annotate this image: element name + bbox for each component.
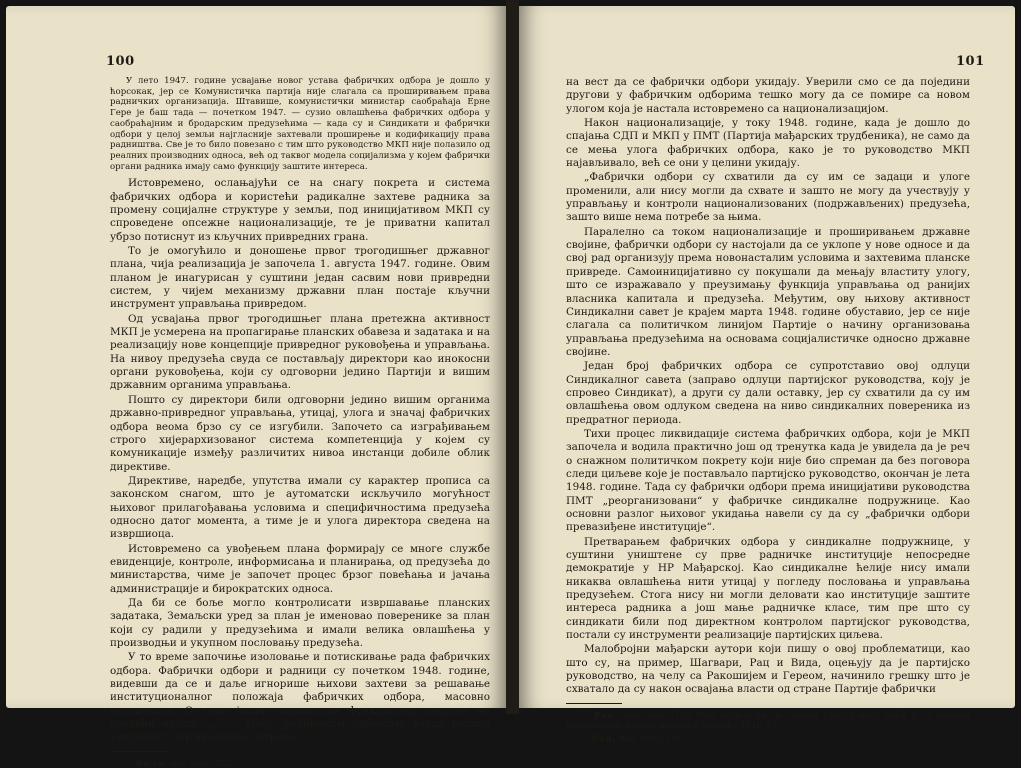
footnote-rule (110, 751, 166, 752)
page-number: 100 (106, 54, 135, 69)
footnote-author: Рац, (593, 709, 619, 720)
body-paragraph: Тихи процес ликвидације система фабричких одбора, који је МКП започела и водила практично још од тренутка када је увидела да је реч о снажном политичком покрету који није био спреман да без поговора следи циљеве које је постављало партијско руководство, окончан је лета 1948. године. Тада су фабрички одбори према иницијативи руководства ПМТ „реорганизовани“ у фабричке синдикалне подружнице. Као основни разлог њиховог укидања навели су да су „фабрички одбори превазиђене институције“. (566, 427, 970, 534)
footnote (566, 730, 970, 743)
body-paragraph: У то време започиње изоловање и потискивање рада фабричких одбора. Фабрички одбори и радници су почетком 1948. године, видевши да се и даље игнорише њихови захтеви за решавање институционалног положаја фабричких одбора, масовно негодовали. О томе један синдикални функционер сведочи на следећи начин: „. . . Међу фабричким одборима влада велика узрујаност, јер провејава погреш- (110, 651, 490, 744)
intro-small-paragraph: У лето 1947. године усвајање новог устава фабричких одбора је дошло у ћорсокак, јер се Комунистичка партија није слагала са проширивањем права радничких организација. Штавише, комунистички министар саобраћаја Ерне Гере је баш тада — почетком 1947. — сузио овлашћења фабричких одбора у саобраћајним и бродарским предузећима — када су и Синдикати и фабрички одбори у целој земљи најгласније захтевали проширење и кодификацију права радништва. Све је то било повезано с тим што руководство МКП није полазило од реалних производних односа, већ од таквог модела социјализма у којем фабрички органи радника имају само функцију заштите интереса. (110, 76, 490, 172)
footnote-author: Вида, (135, 757, 168, 768)
footnote-reference: нав. дело, 722. (170, 757, 236, 768)
body-paragraph: То је омогућило и доношење првог трогодишњег државног плана, чија реализација је започела 1. августа 1947. године. Овим планом је инагурисан у суштини један сасвим нови привредни систем, у чијем механизму државни план постаје кључни инструмент управљања привредом. (110, 245, 490, 311)
footnote-number: 21 (124, 755, 133, 764)
quote-paragraph: „Фабрички одбори су схватили да су им се задаци и улоге променили, али нису могли да схвате и зашто не могу да учествују у управљању и контроли национализованих (подржављених) предузећа, зашто више нема потребе за њима. (566, 171, 970, 224)
body-paragraph: Директиве, наредбе, упутства имали су карактер прописа са законском снагом, што је аутоматски искључило могућност њиховог прилагођавања условима и специфичностима предузећа односно датог момента, а тиме је и улога директора сведена на извршиоца. (110, 474, 490, 541)
body-paragraph: Пошто су директори били одговорни једино вишим органима државно-привредног управљања, утицај, улога и значај фабричких одбора веома брзо су се изгубили. Започето са изграђивањем строго хијерархизованог система компетенција у којем су комуникације између различитих нивоа инстанци добиле облик директиве. (110, 393, 490, 473)
footnote-reference: нав. дело, 126. (619, 733, 685, 744)
footnote-number: 22 (580, 707, 589, 716)
body-paragraph: Истовремено са увођењем плана формирају се многе службе евиденције, контроле, информисања и планирања, од предузећа до министарства, чиме је започет процес брзог повећања и јачања администрације и бирократских односа. (110, 542, 490, 595)
body-paragraph: Малобројни мађарски аутори који пишу о овој проблематици, као што су, на пример, Шагвари, Рац и Вида, оцењују да је партијско руководство, на челу са Ракошијем и Гереом, начинило грешку што је схватало да су након освајања власти од стране Партије фабрички (566, 643, 970, 696)
right-page (519, 6, 1015, 744)
body-paragraph: на вест да се фабрички одбори укидају. Уверили смо се да поједини другови у фабричким одборима тешко могу да се помире са новом улогом која је настала истовремено са национализацијом. (566, 76, 970, 115)
body-paragraph: Истовремено, ослањајући се на снагу покрета и система фабричких одбора и користећи радикалне захтеве радника за промену социјалне структуре у земљи, под иницијативом МКП су спроведене опсежне национализације, те је приватни капитал убрзо потиснут из кључних привредних грана. (110, 177, 490, 243)
text-column (566, 76, 970, 744)
body-paragraph: Од усвајања првог трогодишњег плана претежна активност МКП је усмерена на пропагирање планских обавеза и задатака и на реализацију нове концепције привредног руковођења и управљања. На нивоу предузећа свуда се постављају директори као инокосни органи руковођења, који су одговорни једино Партији и вишим државним органима управљања. (110, 312, 490, 392)
text-column (110, 76, 490, 768)
footnote (110, 755, 490, 768)
body-paragraph: Паралелно са током национализације и проширивањем државне своjине, фабрички одбори су настојали да се уклопе у нове односе и да свој рад организују према новонасталим условима и захтевима планске привреде. Самоиницијативно су покушали да мењају властиту улогу, што се изражавало у преузимању функција управљања од ранијих власника капитала и предузећа. Међутим, ову њихову активност Синдикални савет је крајем марта 1948. године обуставио, јер се није слагала са политичком линијом Партије о начину организовања управљања предузећима на основама социјалистичке односно државне својине. (566, 225, 970, 358)
page-number: 101 (956, 54, 985, 69)
footnote-number: 23 (580, 731, 589, 740)
book-gutter (506, 0, 519, 714)
body-paragraph: Након национализације, у току 1948. године, када је дошло до спајања СДП и МКП у ПМТ (Партија мађарских трудбеника), не само да се мења улога фабричких одбора, како је то руководство МКП најављивало, већ се они у целини укидају. (566, 117, 970, 170)
footnote-reference: нав. дело, 126 (Рац истиче да се слични утисци могу наћи и „у многим извештајима који су рађени у пролеће 1948. г.“). (566, 709, 970, 731)
body-paragraph: Да би се боље могло контролисати извршавање планских задатака, Земаљски уред за план је именовао поверенике за план који су радили у предузећима и имали велика овлашћења у производњи и укупном пословању предузећа. (110, 596, 490, 650)
left-page (6, 6, 506, 768)
footnote-author: Рац, (591, 733, 617, 744)
body-paragraph: Претварањем фабричких одбора у синдикалне подружнице, у суштини уништене су прве радничке институције непосредне демократије у НР Мађарској. Као синдикалне ћелије нису имали никаква овлашћења нити утицај у погледу пословања и управљања предузећем. Стога нису ни могли деловати као институције заштите интереса радника а још мање радничке класе, тим пре што су синдикати били под директном контролом партијског руководства, постали су инструменти реализације партијских циљева. (566, 535, 970, 642)
footnote (566, 707, 970, 731)
footnote-rule (566, 703, 622, 704)
body-paragraph: Један број фабричких одбора се супротставио овој одлуци Синдикалног савета (заправо одлуци партијског руководства, коју је спровео Синдикат), а други су дали оставку, јер су схватили да су им овлашћења овом одлуком сведена на ниво синдикалних повереника из предратног периода. (566, 360, 970, 426)
